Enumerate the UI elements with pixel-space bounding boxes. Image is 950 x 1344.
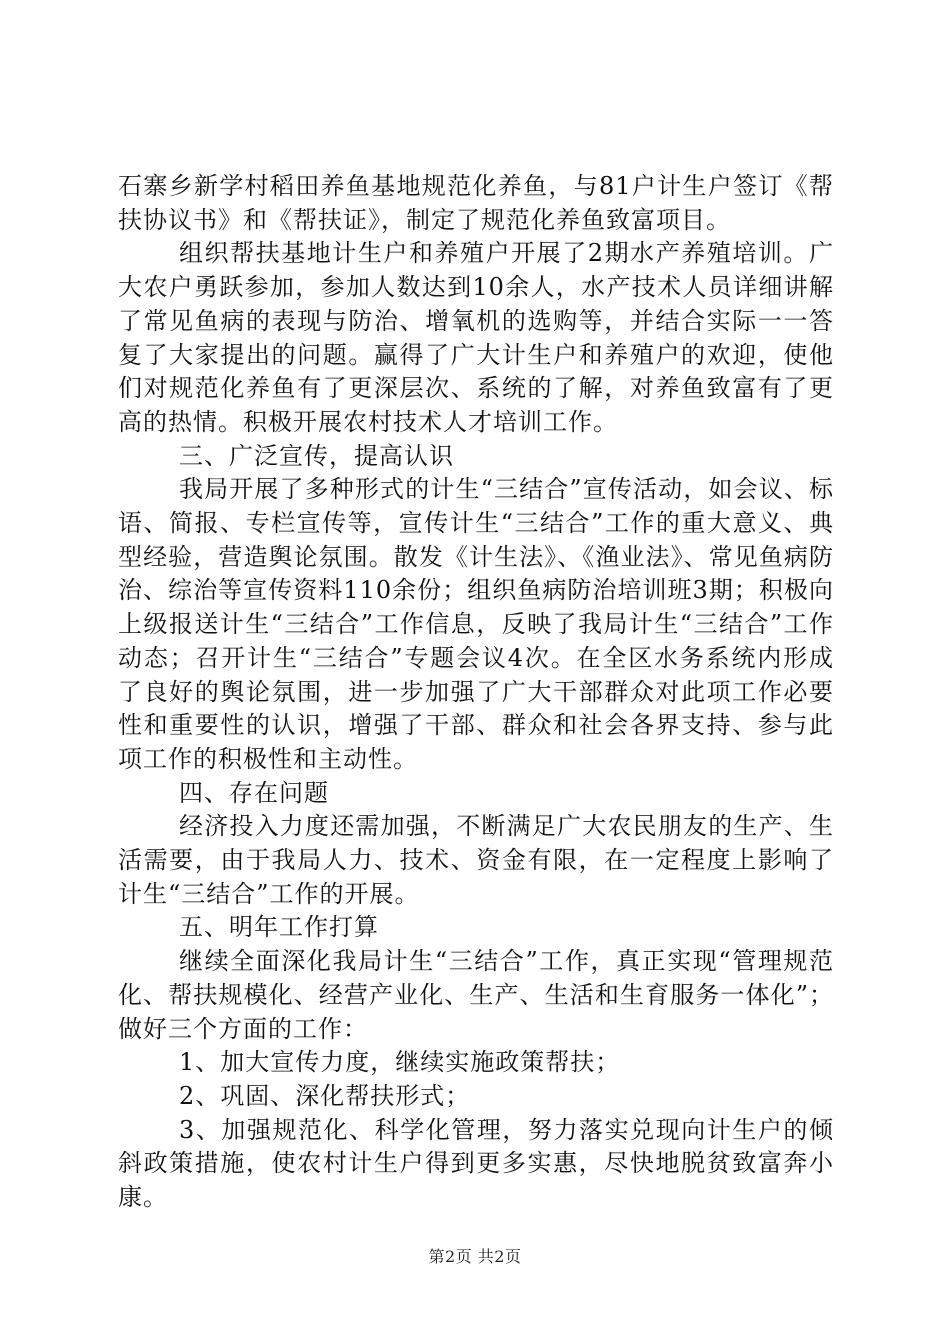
paragraph-problems: 经济投入力度还需加强，不断满足广大农民朋友的生产、生活需要，由于我局人力、技术、资金有限，在一定程度上影响了计生“三结合”工作的开展。 [118,812,834,908]
paragraph-continuation: 石寨乡新学村稻田养鱼基地规范化养鱼，与81户计生户签订《帮扶协议书》和《帮扶证》，制定了规范化养鱼致富项目。 [118,172,834,234]
paragraph-training: 组织帮扶基地计生户和养殖户开展了2期水产养殖培训。广大农户勇跃参加，参加人数达到10余人，水产技术人员详细讲解了常见鱼病的表现与防治、增氧机的选购等，并结合实际一一答复了大家提出的问题。赢得了广大计生户和养殖户的欢迎，使他们对规范化养鱼有了更深层次、系统的了解，对养鱼致富有了更高的热情。积极开展农村技术人才培训工作。 [118,239,834,436]
page-number-label: 第2页 共2页 [428,1247,522,1266]
section-heading-problems: 四、存在问题 [179,778,329,807]
document-body [118,170,834,1215]
page-footer [0,1244,950,1267]
section-heading-publicity: 三、广泛宣传，提高认识 [179,441,454,470]
list-item-3: 3、加强规范化、科学化管理，努力落实兑现向计生户的倾斜政策措施，使农村计生户得到更多实惠，尽快地脱贫致富奔小康。 [118,1115,834,1212]
section-heading-next-year-plan: 五、明年工作打算 [179,913,379,942]
list-item-2: 2、巩固、深化帮扶形式； [179,1081,471,1110]
paragraph-next-year-plan: 继续全面深化我局计生“三结合”工作，真正实现“管理规范化、帮扶规模化、经营产业化、生产、生活和生育服务一体化”；做好三个方面的工作： [118,947,834,1043]
list-item-1: 1、加大宣传力度，继续实施政策帮扶； [179,1048,621,1077]
paragraph-publicity: 我局开展了多种形式的计生“三结合”宣传活动，如会议、标语、简报、专栏宣传等，宣传计生“三结合”工作的重大意义、典型经验，营造舆论氛围。散发《计生法》、《渔业法》、常见鱼病防治、综治等宣传资料110余份；组织鱼病防治培训班3期；积极向上级报送计生“三结合”工作信息，反映了我局计生“三结合”工作动态；召开计生“三结合”专题会议4次。在全区水务系统内形成了良好的舆论氛围，进一步加强了广大干部群众对此项工作必要性和重要性的认识，增强了干部、群众和社会各界支持、参与此项工作的积极性和主动性。 [118,475,834,773]
